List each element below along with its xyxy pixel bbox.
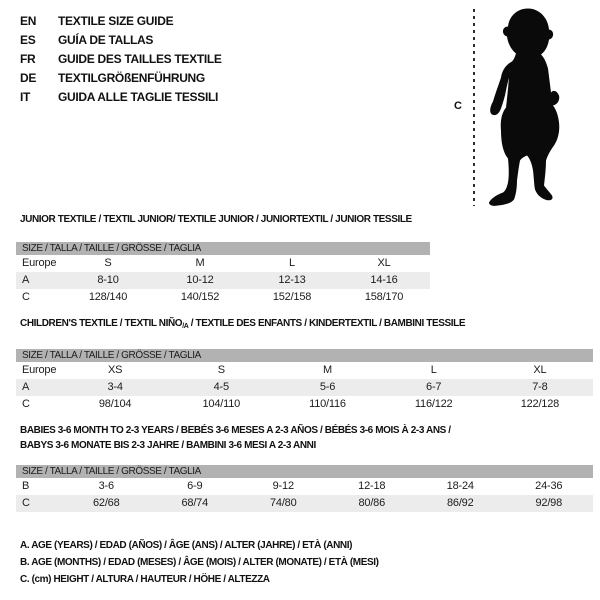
height-cell: 122/128 (520, 398, 560, 410)
age-cell: 10-12 (186, 274, 214, 286)
children-size-table (16, 349, 593, 413)
table-row-height (16, 289, 430, 306)
table-row-age (16, 379, 593, 396)
height-cell: 80/86 (358, 497, 386, 509)
language-row (20, 31, 222, 50)
language-code: FR (20, 52, 36, 66)
language-code: ES (20, 33, 36, 47)
size-cell: S (217, 364, 225, 376)
age-cell: 6-9 (187, 480, 203, 492)
size-header-bar: SIZE / TALLA / TAILLE / GRÖSSE / TAGLIA (16, 242, 430, 255)
height-cell: 62/68 (92, 497, 120, 509)
table-row-height (16, 396, 593, 413)
junior-section (16, 212, 430, 306)
title-part: / TEXTILE DES ENFANTS / KINDERTEXTIL / BAMBINI TESSILE (188, 318, 466, 329)
height-cell: 86/92 (446, 497, 474, 509)
height-measure-label: C (454, 100, 462, 112)
age-cell: 6-7 (426, 381, 442, 393)
language-row (20, 69, 222, 88)
legend-notes (20, 537, 379, 588)
size-header-bar: SIZE / TALLA / TAILLE / GRÖSSE / TAGLIA (16, 465, 593, 478)
note-height: C. (cm) HEIGHT / ALTURA / HAUTEUR / HÖHE / ALTEZZA (20, 574, 270, 585)
language-code: EN (20, 14, 37, 28)
babies-table-title (16, 423, 593, 453)
size-cell: XS (107, 364, 123, 376)
guide-title: TEXTILGRÖßENFÜHRUNG (58, 71, 205, 85)
height-cell: 152/158 (272, 291, 312, 303)
size-cell: M (195, 257, 205, 269)
babies-section (16, 423, 593, 512)
junior-table-title: JUNIOR TEXTILE / TEXTIL JUNIOR/ TEXTILE JUNIOR / JUNIORTEXTIL / JUNIOR TESSILE (20, 214, 412, 225)
age-cell: 12-13 (278, 274, 306, 286)
row-label: Europe (22, 364, 57, 376)
height-cell: 68/74 (181, 497, 209, 509)
age-cell: 24-36 (535, 480, 563, 492)
row-label: C (22, 398, 30, 410)
row-label: B (22, 480, 30, 492)
language-row (20, 12, 222, 31)
size-header-bar: SIZE / TALLA / TAILLE / GRÖSSE / TAGLIA (16, 349, 593, 362)
height-cell: 116/122 (414, 398, 453, 410)
height-dashed-line (473, 9, 475, 206)
size-cell: L (289, 257, 295, 269)
title-line: BABYS 3-6 MONATE BIS 2-3 JAHRE / BAMBINI 3-6 MESI A 2-3 ANNI (20, 440, 316, 451)
title-subscript: /A (182, 323, 189, 330)
height-cell: 104/110 (202, 398, 241, 410)
language-code: IT (20, 90, 31, 104)
babies-size-table (16, 465, 593, 512)
guide-title: GUIDE DES TAILLES TEXTILE (58, 52, 222, 66)
height-cell: 110/116 (309, 398, 346, 410)
age-cell: 9-12 (272, 480, 294, 492)
age-cell: 18-24 (446, 480, 474, 492)
language-code: DE (20, 71, 37, 85)
row-label: Europe (22, 257, 57, 269)
title-line: BABIES 3-6 MONTH TO 2-3 YEARS / BEBÉS 3-6 MESES A 2-3 AÑOS / BÉBÉS 3-6 MOIS À 2-3 ANS / (20, 425, 451, 436)
note-age-years: A. AGE (YEARS) / EDAD (AÑOS) / ÂGE (ANS) / ALTER (JAHRE) / ETÀ (ANNI) (20, 540, 353, 551)
age-cell: 12-18 (358, 480, 386, 492)
size-cell: L (430, 364, 437, 376)
junior-size-table (16, 242, 430, 306)
height-cell: 92/98 (535, 497, 563, 509)
age-cell: 7-8 (532, 381, 548, 393)
age-cell: 8-10 (97, 274, 119, 286)
height-cell: 98/104 (98, 398, 132, 410)
height-cell: 128/140 (88, 291, 128, 303)
age-cell: 14-16 (370, 274, 398, 286)
age-cell: 3-6 (98, 480, 114, 492)
guide-title: GUÍA DE TALLAS (58, 33, 154, 47)
row-label: C (22, 497, 30, 509)
age-cell: 3-4 (107, 381, 123, 393)
children-table-title (16, 316, 593, 334)
children-section (16, 316, 593, 413)
size-cell: XL (533, 364, 547, 376)
height-cell: 140/152 (180, 291, 220, 303)
guide-title: GUIDA ALLE TAGLIE TESSILI (58, 90, 219, 104)
table-row-europe (16, 362, 593, 379)
height-cell: 74/80 (269, 497, 297, 509)
table-row-europe (16, 255, 430, 272)
height-measure-figure (440, 0, 600, 215)
language-row (20, 50, 222, 69)
language-row (20, 88, 222, 107)
table-row-age (16, 272, 430, 289)
age-cell: 5-6 (319, 381, 336, 393)
guide-title: TEXTILE SIZE GUIDE (58, 14, 174, 28)
height-cell: 158/170 (364, 291, 404, 303)
table-row-age-months (16, 478, 593, 495)
age-cell: 4-5 (213, 381, 229, 393)
size-cell: XL (377, 257, 391, 269)
title-part: CHILDREN'S TEXTILE / TEXTIL NIÑO (20, 318, 183, 329)
row-label: C (22, 291, 30, 303)
standing-toddler-silhouette-icon (482, 6, 574, 207)
row-label: A (22, 381, 30, 393)
size-cell: S (104, 257, 112, 269)
language-list (20, 12, 222, 107)
size-cell: M (323, 364, 332, 376)
table-row-height (16, 495, 593, 512)
note-age-months: B. AGE (MONTHS) / EDAD (MESES) / ÂGE (MOIS) / ALTER (MONATE) / ETÀ (MESI) (20, 557, 379, 568)
row-label: A (22, 274, 30, 286)
